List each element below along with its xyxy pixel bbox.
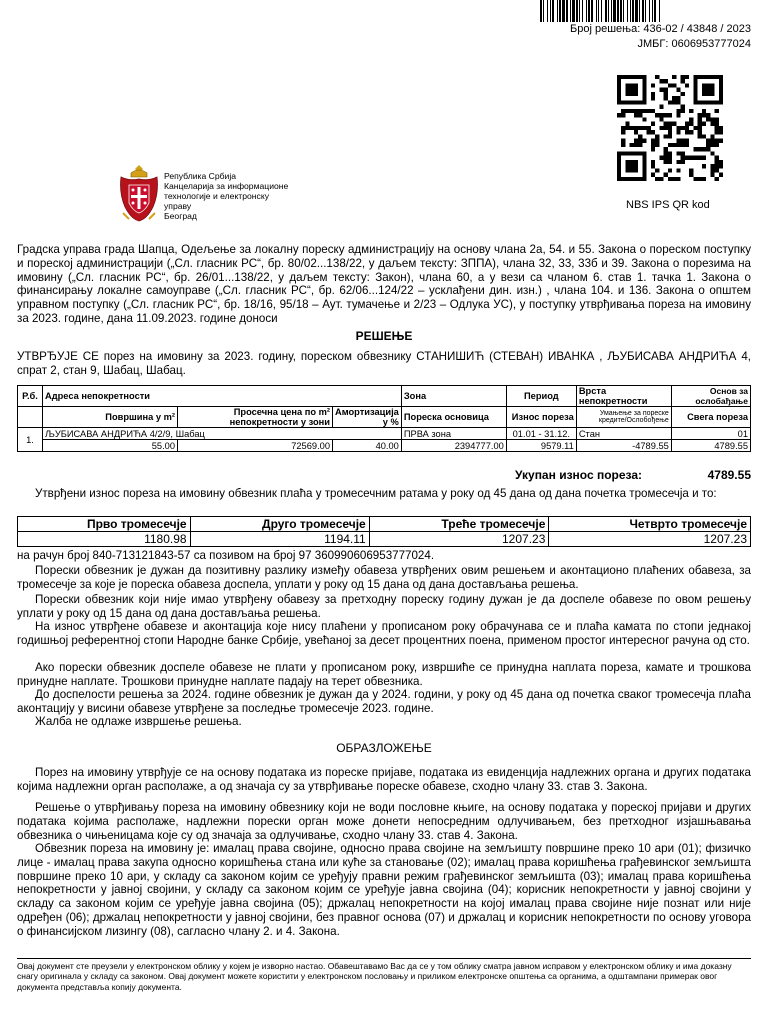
table-header: Амортизација у % [333, 407, 402, 428]
barcode [540, 0, 752, 22]
amortization-cell: 40.00 [333, 440, 402, 452]
qr-code [617, 73, 723, 183]
zone-cell: ПРВА зона [401, 428, 506, 440]
area-cell: 55.00 [43, 440, 178, 452]
paragraph: Ако порески обвезник доспеле обавезе не плати у прописаном року, извршиће се принудна наплата пореза, камате и трошкова принудне наплате. Трошкови принудне наплате падају на терет обвезника. [17, 661, 751, 688]
institution-line: управу [164, 201, 192, 211]
paragraph: До доспелости решења за 2024. године обвезник је дужан да у 2024. години, у року од 45 дана од почетка сваког тромесечја плаћа аконтацију у висини обавезе утврђене за последње тромесечје 2023. године. [17, 688, 751, 715]
total-cell: 4789.55 [671, 440, 750, 452]
paragraph: На износ утврђене обавезе и аконтација које нису плаћени у прописаном року обрачунава се и плаћа камата по стопи једнакој годишњој референтној стопи Народне банке Србије, увећаној за десет процентних поена, применом простог интересног рачуна од сто. [17, 620, 751, 647]
tax-amount-cell: 9579.11 [506, 440, 576, 452]
jmbg: ЈМБГ: 0606953777024 [637, 38, 751, 50]
explanation-paragraph: Решење о утврђивању пореза на имовину обвезнику који не води пословне књиге, на основу података у пореској пријави и других података којима располаже, надлежни порески орган може донети непосредним одлучивањем, без претходног изјашњавања обвезника о чињеницама које су од значаја за одлучивање, сходно члану 33. став 4. Закона. [17, 801, 751, 842]
table-header: Свега пореза [671, 407, 750, 428]
total-label: Укупан износ пореза: [515, 468, 643, 482]
table-header: Адреса непокретности [43, 386, 402, 407]
paragraph: Порески обвезник који није имао утврђену обавезу за претходну пореску годину дужан је да доспеле обавезе по овом решењу уплати у року од 15 дана од дана достављања решења. [17, 593, 751, 620]
installment-value: 1207.23 [549, 532, 751, 547]
installment-value: 1180.98 [18, 532, 191, 547]
installment-label: Прво тромесечје [18, 517, 191, 532]
installments-table [17, 516, 751, 547]
avg-price-cell: 72569.00 [178, 440, 333, 452]
decision-number: Број решења: 436-02 / 43848 / 2023 [570, 23, 751, 35]
paragraph: Порески обвезник је дужан да позитивну разлику између обавеза утврђених овим решењем и аконтационо плаћених обавеза, за тромесечје за које је пореска обавеза доспела, уплати у року од 15 дана од дана достављања решења. [17, 564, 751, 591]
table-row [18, 428, 751, 440]
explanation-title: ОБРАЗЛОЖЕЊЕ [336, 741, 432, 755]
installment-value: 1194.11 [190, 532, 369, 547]
installment-label: Четврто тромесечје [549, 517, 751, 532]
table-header: Умањење за пореске кредите/Ослобођење [576, 407, 671, 428]
total-value: 4789.55 [707, 468, 751, 482]
installment-label: Треће тромесечје [369, 517, 549, 532]
reduction-cell: -4789.55 [576, 440, 671, 452]
paragraph: Жалба не одлаже извршење решења. [35, 715, 242, 728]
institution-line: Република Србија [164, 171, 237, 181]
address-cell: ЉУБИСАВА АНДРИЋА 4/2/9, Шабац [43, 428, 402, 440]
table-header: Пореска основица [401, 407, 506, 428]
payment-account: на рачун број 840-713121843-57 са позивом на број 97 360990606953777024. [17, 549, 435, 562]
intro-paragraph: Градска управа града Шапца, Одељење за локалну пореску администрацију на основу члана 2а, 54. и 55. Закона о пореском поступку и пореској администрацији („Сл. гласник РС“, бр. 80/02...138/22, у даљем тексту: ЗППА), члана 32, 33, 33б и 39. Закона о порезима на имовину („Сл. гласник РС“, бр. 26/01...138/22, у даљем тексту: Закон), члана 60, а у вези са чланом 6. став 1. тачка 1. Закона о финансирању локалне самоуправе („Сл. гласник РС“, бр. 62/06...124/22 – усклађени дин. изн.) , члана 104. и 136. Закона о општем управном поступку („Сл. гласник РС“, бр. 18/16, 95/18 – Аут. тумачење и 2/23 – Одлука УС), у поступку утврђивања пореза на имовину за 2023. године, дана 11.09.2023. године доноси [17, 243, 751, 325]
institution-line: Канцеларија за информационе [164, 181, 289, 191]
qr-label: NBS IPS QR kod [626, 199, 710, 211]
table-row [18, 440, 751, 452]
property-table [17, 385, 751, 452]
table-header: Основ за ослобађање [671, 386, 750, 407]
installments-intro: Утврђени износ пореза на имовину обвезник плаћа у тромесечним ратама у року од 45 дана од дана почетка тромесечја и то: [35, 487, 717, 500]
institution-block [164, 171, 324, 221]
table-header: Врста непокретности [576, 386, 671, 407]
table-header: Период [506, 386, 576, 407]
footer-note: Овај документ сте преузели у електронском облику у којем је изворно настао. Обавештавамо Вас да се у том облику сматра јавном исправом у електронском облику и има доказну снагу оригинала у складу са законом. Овај документ можете користити у електронском пословању и приликом електронске општења са органима, а одштампани примерак овог документа представља копију документа. [17, 961, 732, 992]
basis-cell: 01 [671, 428, 750, 440]
table-header: Износ пореза [506, 407, 576, 428]
row-number: 1. [18, 428, 43, 452]
table-header: Површина у m² [43, 407, 178, 428]
installment-label: Друго тромесечје [190, 517, 369, 532]
institution-line: технологије и електронску [164, 191, 269, 201]
tax-base-cell: 2394777.00 [401, 440, 506, 452]
explanation-paragraph: Порез на имовину утврђује се на основу података из пореске пријаве, података из евиденција надлежних органа и других података којима надлежни орган располаже, а од значаја су за утврђивање пореске обавезе, сходно члану 33. став 3. Закона. [17, 766, 751, 793]
decision-text: УТВРЂУЈЕ СЕ порез на имовину за 2023. годину, пореском обвезнику СТАНИШИЋ (СТЕВАН) ИВАНКА , ЉУБИСАВА АНДРИЋА 4, спрат 2, стан 9, Шабац, Шабац. [17, 350, 751, 377]
table-header: Просечна цена по m² непокретности у зони [178, 407, 333, 428]
table-header: Р.б. [18, 386, 43, 407]
type-cell: Стан [576, 428, 671, 440]
installment-value: 1207.23 [369, 532, 549, 547]
period-cell: 01.01 - 31.12. [506, 428, 576, 440]
footer-divider [17, 958, 751, 959]
explanation-paragraph: Обвезник пореза на имовину је: ималац права својине, односно права својине на земљишту површине преко 10 ари (01); физичко лице - ималац права закупа односно коришћења стана или куће за становање (02); ималац права коришћења грађевинског земљишта површине преко 10 ари, у складу са законом којим се уређују правни режим грађевинског земљишта (03); ималац права коришћења непокретности у јавној својини, у складу са законом којим се уређује јавна својина (04); корисник непокретности у јавној својини у складу са законом којим се уређује јавна својина (05); држалац непокретности на којој ималац права својине није познат или није одређен (06); држалац непокретности у јавној својини, без правног основа (07) и држалац и корисник непокретности по основу уговора о финансијском лизингу (08), сагласно члану 2. и 4. Закона. [17, 842, 751, 938]
institution-line: Београд [164, 211, 197, 221]
table-header: Зона [401, 386, 506, 407]
coat-of-arms-icon [117, 163, 161, 225]
decision-title: РЕШЕЊЕ [355, 329, 413, 343]
